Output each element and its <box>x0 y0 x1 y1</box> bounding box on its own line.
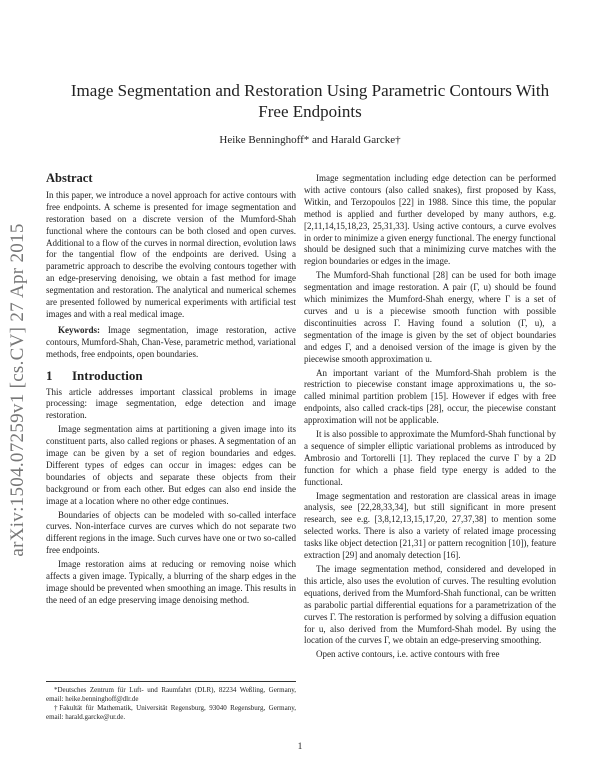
keywords-label: Keywords: <box>58 324 100 335</box>
abstract-heading: Abstract <box>46 171 93 185</box>
arxiv-identifier: arXiv:1504.07259v1 [cs.CV] 27 Apr 2015 <box>7 223 28 557</box>
section-title: Introduction <box>72 367 143 383</box>
intro-paragraph: Open active contours, i.e. active contours with free <box>316 649 500 660</box>
paper-authors: Heike Benninghoff* and Harald Garcke† <box>219 134 401 146</box>
intro-paragraph: Boundaries of objects can be modeled with so-called interface curves. Non-interface curves are curves which do not separate two different regions in the image. Such curves have one or two so-called free endpoints. <box>46 509 296 556</box>
intro-paragraph: Image segmentation and restoration are classical areas in image analysis, see [22,28,33,34], but still significant in more present research, see e.g. [3,8,12,13,15,17,20, 27,37,38] to mention some selected works. There is also a variety of related image processing tasks like object detection [21,31] or pattern recognition [10]), feature extraction [29] and anomaly detection [16]. <box>304 490 556 561</box>
footnotes <box>46 681 296 722</box>
intro-paragraph: This article addresses important classical problems in image processing: image segmentation, edge detection and image restoration. <box>46 386 296 421</box>
paper-title: Image Segmentation and Restoration Using Parametric Contours With Free Endpoints <box>70 81 550 121</box>
intro-paragraph: Image segmentation including edge detection can be performed with active contours (also called snakes), first proposed by Kass, Witkin, and Terzopoulos [22] in 1988. Since this time, the popular method is applied and further developed by many authors, e.g. [2,11,14,15,18,23, 25,31,33]. Using active contours, a curve evolves in order to minimize a given energy functional. The energy functional should be designed such that a minimizing curve matches with the region boundaries or edges in the image. <box>304 173 556 267</box>
keywords <box>46 325 296 361</box>
abstract-text: In this paper, we introduce a novel approach for active contours with free endpoints. A scheme is presented for image segmentation and restoration based on a discrete version of the Mumford-Shah functional where the contours can be both closed and open curves. Additional to a flow of the curves in normal direction, evolution laws for the tangential flow of the endpoints are derived. Using a parametric approach to describe the evolving contours together with an edge-preserving denoising, we obtain a fast method for image segmentation and restoration. The analytical and numerical schemes are presented followed by numerical experiments with artificial test images and with a real medical image. <box>46 189 296 319</box>
arxiv-sidebar <box>3 210 33 570</box>
intro-paragraph: The Mumford-Shah functional [28] can be used for both image segmentation and image restoration. A pair (Γ, u) should be found which minimizes the Mumford-Shah energy, where Γ is a set of curves and u is a piecewise smooth function with possible discontinuities across Γ. Having found a solution (Γ, u), a segmentation of the image is given by the set of object boundaries and edges Γ, and a denoised version of the image is given by the piecewise smooth approximation u. <box>304 270 556 364</box>
section-heading <box>46 367 296 383</box>
keywords-text: Image segmentation, image restoration, active contours, Mumford-Shah, Chan-Vese, parametric method, variational methods, free endpoints, open boundaries. <box>46 324 296 359</box>
intro-paragraph: Image segmentation aims at partitioning a given image into its constituent parts, also called regions or phases. A segmentation of an image can be given by a set of region boundaries and edges. Different types of edges can occur in images: edges can be boundaries of objects and separate these objects from their background or from each other. But edges can also end inside the image at a location where no other edge continues. <box>46 424 296 506</box>
right-column <box>304 173 556 663</box>
section-number: 1 <box>46 367 53 383</box>
page-number: 1 <box>297 742 303 752</box>
intro-paragraph: Image restoration aims at reducing or removing noise which affects a given image. Typically, a blurring of the sharp edges in the image should be prevented when smoothing an image. This results in the need of an edge preserving image denoising method. <box>46 559 296 605</box>
footnote: *Deutsches Zentrum für Luft- und Raumfahrt (DLR), 82234 Weßling, Germany, email: heike.benninghoff@dlr.de <box>46 686 296 703</box>
intro-paragraph: It is also possible to approximate the Mumford-Shah functional by a sequence of simpler elliptic variational problems as introduced by Ambrosio and Tortorelli [1]. They replaced the curve Γ by a 2D function for which a phase field type energy is added to the functional. <box>304 429 556 487</box>
intro-paragraph: The image segmentation method, considered and developed in this article, also uses the evolution of curves. The resulting evolution equations, derived from the Mumford-Shah functional, can be written as parabolic partial differential equations for a parametrization of the curves Γ. The restoration is performed by solving a diffusion equation for u, also derived from the Mumford-Shah model. By using the location of the curves Γ, we obtain an edge-preserving smoothing. <box>304 564 556 646</box>
footnote: †Fakultät für Mathematik, Universität Regensburg, 93040 Regensburg, Germany, email: harald.garcke@ur.de. <box>46 704 296 721</box>
intro-paragraph: An important variant of the Mumford-Shah problem is the restriction to piecewise constant image approximations u, the so-called minimal partition problem [15]. However if edges with free endpoints, also called crack-tips [28], occur, the piecewise constant approximation will not be applicable. <box>304 367 556 426</box>
left-column <box>46 173 296 609</box>
